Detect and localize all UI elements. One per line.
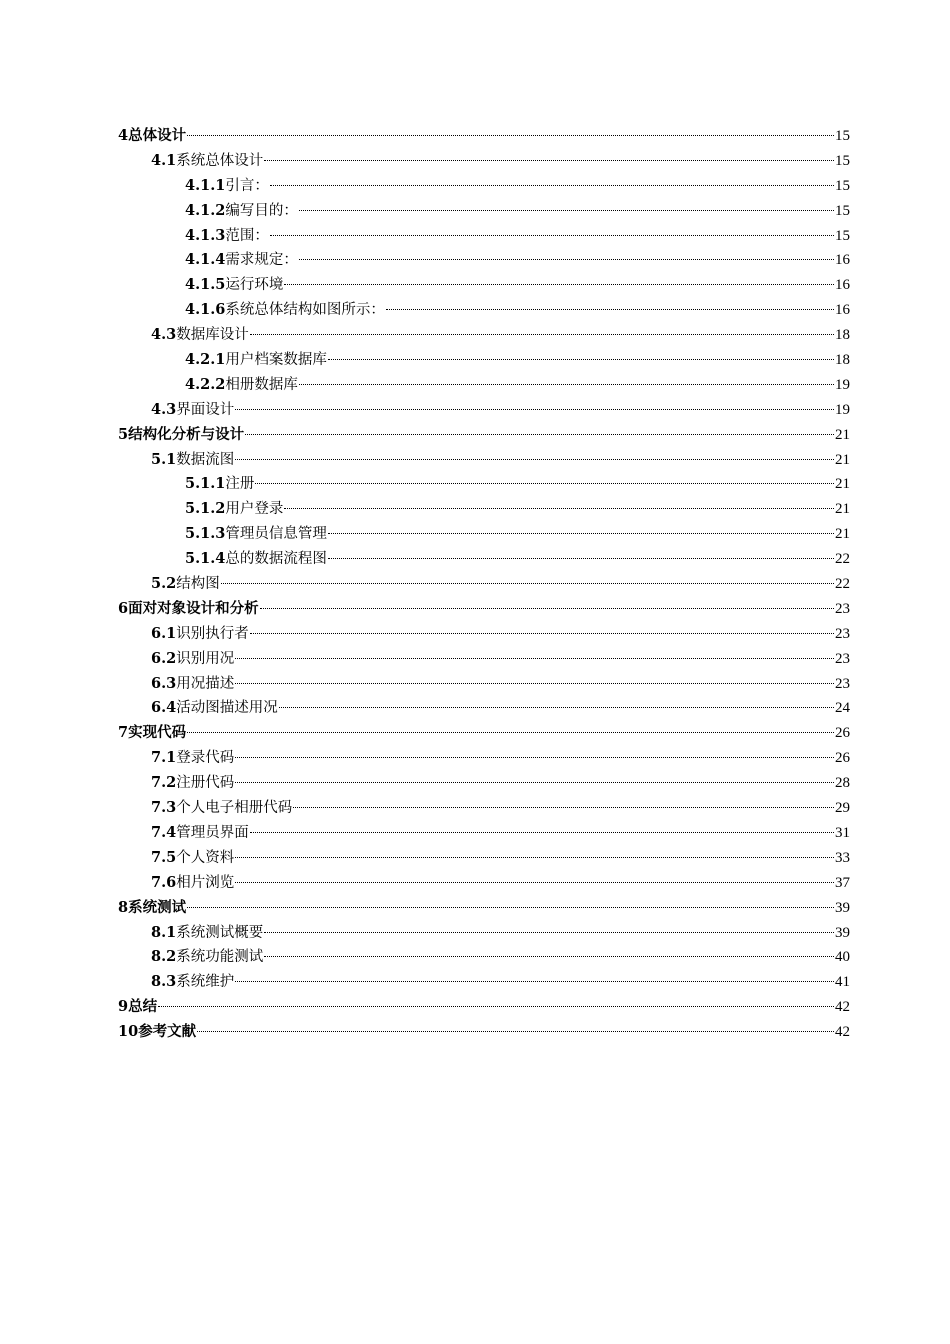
toc-entry-title: 系统测试概要 — [176, 924, 264, 941]
toc-entry-number: 4.1.6 — [185, 301, 226, 319]
toc-dot-leader — [187, 907, 834, 908]
toc-entry[interactable] — [118, 224, 850, 249]
toc-entry-page: 19 — [835, 401, 850, 418]
toc-entry-number: 5.2 — [151, 575, 177, 593]
toc-entry-page: 21 — [835, 476, 850, 493]
toc-entry-page: 40 — [835, 949, 850, 966]
toc-entry-number: 5 — [118, 425, 129, 443]
toc-dot-leader — [299, 210, 834, 211]
toc-entry[interactable] — [118, 199, 850, 224]
toc-entry-page: 42 — [835, 1024, 850, 1041]
toc-entry-title: 数据库设计 — [176, 327, 249, 344]
toc-entry-page: 28 — [835, 775, 850, 792]
toc-entry-number: 4.1.3 — [185, 226, 226, 244]
toc-entry-title: 系统维护 — [176, 974, 235, 991]
toc-dot-leader — [328, 359, 834, 360]
toc-entry-number: 6.4 — [151, 699, 177, 717]
toc-dot-leader — [221, 583, 834, 584]
toc-entry-title: 范围： — [225, 227, 269, 244]
toc-dot-leader — [250, 334, 834, 335]
toc-dot-leader — [235, 782, 834, 783]
toc-entry-title: 数据流图 — [176, 451, 235, 468]
toc-entry[interactable] — [118, 472, 850, 497]
toc-entry[interactable] — [118, 298, 850, 323]
toc-entry-number: 6.3 — [151, 674, 177, 692]
toc-entry-page: 16 — [835, 302, 850, 319]
toc-entry-number: 5.1 — [151, 450, 177, 468]
toc-entry-page: 26 — [835, 725, 850, 742]
toc-dot-leader — [293, 807, 834, 808]
toc-dot-leader — [235, 658, 834, 659]
toc-dot-leader — [187, 135, 834, 136]
toc-entry[interactable] — [118, 796, 850, 821]
toc-entry-page: 24 — [835, 700, 850, 717]
toc-entry-title: 系统测试 — [128, 898, 187, 916]
toc-entry-title: 总体设计 — [128, 127, 187, 144]
toc-dot-leader — [250, 633, 834, 634]
toc-entry[interactable] — [118, 746, 850, 771]
toc-dot-leader — [270, 235, 834, 236]
toc-dot-leader — [255, 483, 834, 484]
toc-entry-number: 6.1 — [151, 624, 177, 642]
toc-entry-page: 29 — [835, 800, 850, 817]
toc-entry-number: 7.1 — [151, 749, 177, 767]
toc-entry-page: 15 — [835, 152, 850, 169]
toc-entry-title: 识别执行者 — [176, 625, 249, 642]
toc-entry[interactable] — [118, 248, 850, 273]
toc-entry-title: 管理员信息管理 — [225, 526, 327, 543]
toc-entry-page: 23 — [835, 650, 850, 667]
toc-entry[interactable] — [118, 547, 850, 572]
toc-dot-leader — [264, 160, 834, 161]
toc-entry-page: 15 — [835, 128, 850, 144]
toc-entry-number: 7 — [118, 724, 129, 742]
toc-entry[interactable] — [118, 970, 850, 995]
toc-entry-page: 23 — [835, 675, 850, 692]
toc-dot-leader — [245, 434, 834, 435]
toc-entry-page: 15 — [835, 202, 850, 219]
toc-entry-page: 41 — [835, 974, 850, 991]
toc-dot-leader — [235, 981, 834, 982]
toc-entry-page: 26 — [835, 750, 850, 767]
toc-entry[interactable] — [118, 423, 850, 448]
toc-dot-leader — [284, 284, 834, 285]
toc-entry[interactable] — [118, 597, 850, 622]
toc-entry-page: 18 — [835, 327, 850, 344]
toc-entry-title: 编写目的： — [225, 202, 298, 219]
toc-entry-page: 21 — [835, 501, 850, 518]
toc-entry[interactable] — [118, 721, 850, 746]
toc-entry-page: 31 — [835, 824, 850, 841]
toc-entry-number: 8 — [118, 898, 129, 916]
toc-entry-title: 注册 — [225, 476, 255, 493]
toc-entry-title: 用户登录 — [225, 501, 284, 518]
toc-entry-number: 4 — [118, 127, 129, 144]
toc-entry[interactable] — [118, 149, 850, 174]
toc-entry-title: 需求规定： — [225, 252, 298, 269]
toc-dot-leader — [235, 683, 834, 684]
toc-entry-title: 系统总体结构如图所示： — [225, 302, 385, 319]
toc-entry-number: 4.1.2 — [185, 201, 226, 219]
toc-entry-page: 19 — [835, 376, 850, 393]
toc-entry-title: 管理员界面 — [176, 824, 249, 841]
toc-entry-page: 15 — [835, 227, 850, 244]
toc-entry[interactable] — [118, 348, 850, 373]
toc-entry-title: 界面设计 — [176, 401, 235, 418]
toc-entry-title: 用户档案数据库 — [225, 352, 327, 369]
toc-entry[interactable] — [118, 672, 850, 697]
toc-entry[interactable] — [118, 1020, 850, 1045]
toc-dot-leader — [235, 757, 834, 758]
toc-entry[interactable] — [118, 497, 850, 522]
toc-entry-page: 18 — [835, 352, 850, 369]
toc-entry-number: 5.1.1 — [185, 475, 226, 493]
toc-entry-number: 7.2 — [151, 774, 177, 792]
toc-entry-number: 7.6 — [151, 873, 177, 891]
toc-entry-number: 8.3 — [151, 973, 177, 991]
toc-entry-title: 相片浏览 — [176, 874, 235, 891]
toc-entry-title: 面对对象设计和分析 — [128, 599, 259, 617]
toc-entry-title: 个人资料 — [176, 849, 235, 866]
toc-entry-number: 5.1.4 — [185, 550, 226, 568]
toc-entry-page: 21 — [835, 451, 850, 468]
toc-dot-leader — [235, 857, 834, 858]
toc-entry-page: 21 — [835, 526, 850, 543]
toc-entry-page: 22 — [835, 551, 850, 568]
toc-entry-number: 4.1.4 — [185, 251, 226, 269]
toc-dot-leader — [299, 259, 834, 260]
toc-entry[interactable] — [118, 522, 850, 547]
toc-entry-number: 5.1.2 — [185, 500, 226, 518]
toc-dot-leader — [328, 558, 834, 559]
toc-entry[interactable] — [118, 448, 850, 473]
toc-entry[interactable] — [118, 871, 850, 896]
toc-dot-leader — [235, 409, 834, 410]
toc-dot-leader — [187, 732, 834, 733]
toc-entry-number: 4.2.1 — [185, 351, 226, 369]
toc-entry-page: 16 — [835, 277, 850, 294]
toc-entry-number: 6.2 — [151, 649, 177, 667]
toc-entry-title: 结构化分析与设计 — [128, 425, 245, 443]
toc-entry[interactable] — [118, 846, 850, 871]
toc-entry[interactable] — [118, 647, 850, 672]
toc-dot-leader — [270, 185, 834, 186]
toc-dot-leader — [158, 1006, 834, 1007]
toc-entry-title: 活动图描述用况 — [176, 700, 278, 717]
toc-entry-title: 识别用况 — [176, 650, 235, 667]
toc-entry-title: 系统功能测试 — [176, 949, 264, 966]
toc-entry[interactable] — [118, 398, 850, 423]
toc-entry-title: 登录代码 — [176, 750, 235, 767]
toc-entry[interactable] — [118, 622, 850, 647]
toc-entry-page: 37 — [835, 874, 850, 891]
toc-entry[interactable] — [118, 572, 850, 597]
toc-entry[interactable] — [118, 771, 850, 796]
toc-dot-leader — [328, 533, 834, 534]
toc-entry-page: 23 — [835, 600, 850, 617]
toc-dot-leader — [386, 309, 834, 310]
toc-entry-title: 总结 — [128, 998, 158, 1016]
toc-entry-number: 8.2 — [151, 948, 177, 966]
toc-entry-number: 10 — [118, 1023, 139, 1041]
toc-entry-page: 33 — [835, 849, 850, 866]
toc-entry-number: 4.1.1 — [185, 176, 226, 194]
toc-entry[interactable] — [118, 696, 850, 721]
toc-dot-leader — [264, 932, 834, 933]
table-of-contents — [118, 124, 850, 1045]
toc-dot-leader — [235, 459, 834, 460]
toc-entry-title: 参考文献 — [138, 1023, 197, 1041]
toc-entry[interactable] — [118, 945, 850, 970]
toc-dot-leader — [197, 1031, 834, 1032]
toc-entry-title: 运行环境 — [225, 277, 284, 294]
toc-entry[interactable] — [118, 995, 850, 1020]
toc-entry-page: 22 — [835, 576, 850, 593]
toc-entry[interactable] — [118, 124, 850, 149]
toc-entry-number: 4.3 — [151, 400, 177, 418]
toc-entry-title: 个人电子相册代码 — [176, 800, 293, 817]
toc-entry-page: 23 — [835, 625, 850, 642]
toc-entry-number: 9 — [118, 998, 129, 1016]
toc-entry-number: 4.1.5 — [185, 276, 226, 294]
toc-entry[interactable] — [118, 896, 850, 921]
toc-dot-leader — [235, 882, 834, 883]
toc-entry-title: 用况描述 — [176, 675, 235, 692]
toc-dot-leader — [250, 832, 834, 833]
toc-entry-title: 系统总体设计 — [176, 152, 264, 169]
toc-entry-page: 15 — [835, 177, 850, 194]
toc-entry-number: 7.5 — [151, 848, 177, 866]
toc-entry[interactable] — [118, 821, 850, 846]
toc-entry-number: 7.3 — [151, 799, 177, 817]
toc-entry-page: 39 — [835, 899, 850, 916]
toc-entry-number: 4.1 — [151, 151, 177, 169]
toc-dot-leader — [260, 608, 834, 609]
toc-entry[interactable] — [118, 921, 850, 946]
toc-dot-leader — [264, 956, 834, 957]
toc-entry[interactable] — [118, 174, 850, 199]
toc-entry-title: 相册数据库 — [225, 376, 298, 393]
toc-entry-title: 结构图 — [176, 576, 220, 593]
toc-entry-number: 4.3 — [151, 326, 177, 344]
toc-entry-title: 总的数据流程图 — [225, 551, 327, 568]
toc-entry-page: 21 — [835, 426, 850, 443]
toc-entry-title: 实现代码 — [128, 724, 187, 742]
toc-entry-number: 4.2.2 — [185, 375, 226, 393]
toc-entry[interactable] — [118, 373, 850, 398]
toc-entry-title: 引言： — [225, 177, 269, 194]
toc-dot-leader — [279, 707, 834, 708]
toc-entry-number: 6 — [118, 599, 129, 617]
toc-entry[interactable] — [118, 323, 850, 348]
toc-entry-number: 5.1.3 — [185, 525, 226, 543]
toc-entry-page: 42 — [835, 999, 850, 1016]
toc-dot-leader — [284, 508, 834, 509]
toc-entry-number: 8.1 — [151, 923, 177, 941]
toc-entry-page: 39 — [835, 924, 850, 941]
toc-entry-number: 7.4 — [151, 823, 177, 841]
toc-entry-title: 注册代码 — [176, 775, 235, 792]
toc-entry[interactable] — [118, 273, 850, 298]
toc-entry-page: 16 — [835, 252, 850, 269]
toc-dot-leader — [299, 384, 834, 385]
